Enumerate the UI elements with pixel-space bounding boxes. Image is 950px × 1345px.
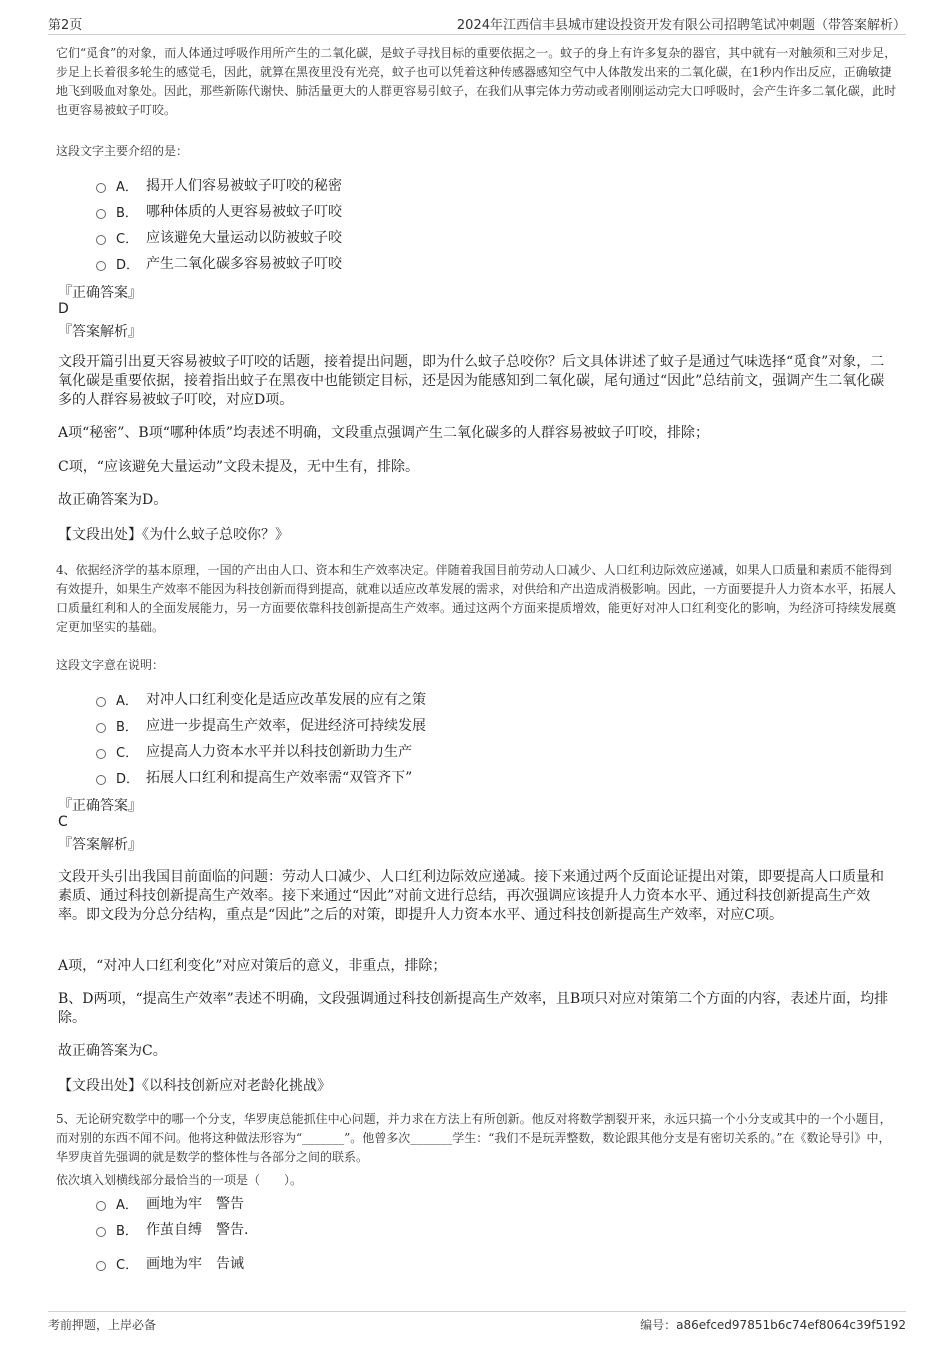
radio-icon[interactable] bbox=[96, 209, 106, 219]
q5-options bbox=[96, 1190, 248, 1276]
page-footer bbox=[48, 1311, 906, 1338]
radio-icon[interactable] bbox=[96, 749, 106, 759]
q4-analysis-4: 故正确答案为C。 bbox=[58, 1043, 167, 1059]
q4-answer: C bbox=[58, 814, 68, 830]
footer-code: 编号：a86efced97851b6c74ef8064c39f5192 bbox=[640, 1318, 906, 1332]
q3-source: 【文段出处】《为什么蚊子总咬你？》 bbox=[58, 527, 289, 543]
q3-analysis-label: 『答案解析』 bbox=[58, 324, 142, 340]
radio-icon[interactable] bbox=[96, 183, 106, 193]
q3-analysis-3: C项，“应该避免大量运动”文段未提及，无中生有，排除。 bbox=[58, 459, 420, 475]
q4-analysis-2: A项，“对冲人口红利变化”对应对策后的意义，非重点，排除； bbox=[58, 958, 447, 974]
q3-passage: 它们“觅食”的对象，而人体通过呼吸作用所产生的二氧化碳，是蚊子寻找目标的重要依据之一。蚊子的身上有许多复杂的器官，其中就有一对触须和三对步足，步足上长着很多轮生的感觉毛，因此，就算在黑夜里没有光亮，蚊子也可以凭着这种传感器感知空气中人体散发出来的二氧化碳，在1秒内作出反应，正确敏捷地飞到吸血对象处。因此，那些新陈代谢快、肺活量更大的人群更容易引蚊子，在我们从事完体力劳动或者刚刚运动完大口呼吸时，会产生许多二氧化碳，此时也更容易被蚊子叮咬。 bbox=[56, 46, 897, 117]
q5-prompt: 依次填入划横线部分最恰当的一项是（ ）。 bbox=[56, 1173, 303, 1187]
q4-option-c[interactable]: C． 应提高人力资本水平并以科技创新助力生产 bbox=[96, 738, 426, 764]
q5-option-b[interactable]: B． 作茧自缚 警告. bbox=[96, 1216, 248, 1242]
footer-slogan: 考前押题，上岸必备 bbox=[48, 1318, 157, 1332]
q4-options bbox=[96, 686, 426, 790]
radio-icon[interactable] bbox=[96, 1261, 106, 1271]
q3-options bbox=[96, 172, 342, 276]
document-title: 2024年江西信丰县城市建设投资开发有限公司招聘笔试冲刺题（带答案解析） bbox=[456, 18, 906, 33]
page-header bbox=[48, 12, 906, 35]
q3-option-a[interactable]: A． 揭开人们容易被蚊子叮咬的秘密 bbox=[96, 172, 342, 198]
q3-answer-label: 『正确答案』 bbox=[58, 285, 142, 301]
q5-passage: 5、无论研究数学中的哪一个分支，华罗庚总能抓住中心问题，并力求在方法上有所创新。他反对将数学割裂开来，永远只搞一个小分支或其中的一个小题目，而对别的东西不闻不问。他将这种做法形容为“_______”。他曾多次_______学生：“我们不是玩弄整数，数论跟其他分支是有密切关系的。”在《数论导引》中，华罗庚首先强调的就是数学的整体性与各部分之间的联系。 bbox=[56, 1112, 892, 1164]
q5-option-c[interactable]: C． 画地为牢 告诫 bbox=[96, 1250, 248, 1276]
radio-icon[interactable] bbox=[96, 775, 106, 785]
q4-analysis-label: 『答案解析』 bbox=[58, 837, 142, 853]
radio-icon[interactable] bbox=[96, 697, 106, 707]
radio-icon[interactable] bbox=[96, 1227, 106, 1237]
q3-answer: D bbox=[58, 301, 69, 317]
q4-source: 【文段出处】《以科技创新应对老龄化挑战》 bbox=[58, 1078, 331, 1094]
q4-option-a[interactable]: A． 对冲人口红利变化是适应改革发展的应有之策 bbox=[96, 686, 426, 712]
q4-option-d[interactable]: D． 拓展人口红利和提高生产效率需“双管齐下” bbox=[96, 764, 426, 790]
page-number: 第2页 bbox=[48, 18, 83, 33]
q4-prompt: 这段文字意在说明： bbox=[56, 658, 165, 672]
q4-answer-label: 『正确答案』 bbox=[58, 798, 142, 814]
q3-analysis-1: 文段开篇引出夏天容易被蚊子叮咬的话题，接着提出问题，即为什么蚊子总咬你？后文具体讲述了蚊子是通过气味选择“觅食”对象，二氧化碳是重要依据，接着指出蚊子在黑夜中也能锁定目标，还是因为能感知到二氧化碳，尾句通过“因此”总结前文，强调产生二氧化碳多的人群容易被蚊子叮咬，对应D项。 bbox=[58, 354, 885, 408]
radio-icon[interactable] bbox=[96, 261, 106, 271]
q3-prompt: 这段文字主要介绍的是： bbox=[56, 144, 189, 158]
q3-option-b[interactable]: B． 哪种体质的人更容易被蚊子叮咬 bbox=[96, 198, 342, 224]
radio-icon[interactable] bbox=[96, 1201, 106, 1211]
q3-option-c[interactable]: C． 应该避免大量运动以防被蚊子咬 bbox=[96, 224, 342, 250]
radio-icon[interactable] bbox=[96, 235, 106, 245]
q4-analysis-3: B、D两项，“提高生产效率”表述不明确，文段强调通过科技创新提高生产效率，且B项只对应对策第二个方面的内容，表述片面，均排除。 bbox=[58, 991, 889, 1026]
q4-option-b[interactable]: B． 应进一步提高生产效率，促进经济可持续发展 bbox=[96, 712, 426, 738]
q3-analysis-4: 故正确答案为D。 bbox=[58, 492, 168, 508]
q4-passage: 4、依据经济学的基本原理，一国的产出由人口、资本和生产效率决定。伴随着我国目前劳动人口减少、人口红利边际效应递减，如果人口质量和素质不能得到有效提升，如果生产效率不能因为科技创新而得到提高，就难以适应改革发展的需求，对供给和产出造成消极影响。因此，一方面要提升人力资本水平，拓展人口质量红利和人的全面发展能力，另一方面要依靠科技创新提高生产效率。通过这两个方面来提质增效，能更好对冲人口红利变化的影响，为经济可持续发展奠定更加坚实的基础。 bbox=[56, 563, 897, 634]
q3-analysis-2: A项“秘密”、B项“哪种体质”均表述不明确，文段重点强调产生二氧化碳多的人群容易被蚊子叮咬，排除； bbox=[58, 425, 710, 441]
radio-icon[interactable] bbox=[96, 723, 106, 733]
q3-option-d[interactable]: D． 产生二氧化碳多容易被蚊子叮咬 bbox=[96, 250, 342, 276]
q4-analysis-1: 文段开头引出我国目前面临的问题：劳动人口减少、人口红利边际效应递减。接下来通过两个反面论证提出对策，即要提高人口质量和素质、通过科技创新提高生产效率。接下来通过“因此”对前文进行总结，再次强调应该提升人力资本水平、通过科技创新提高生产效率。即文段为分总分结构，重点是“因此”之后的对策，即提升人力资本水平、通过科技创新提高生产效率，对应C项。 bbox=[58, 869, 884, 923]
q5-option-a[interactable]: A． 画地为牢 警告 bbox=[96, 1190, 248, 1216]
